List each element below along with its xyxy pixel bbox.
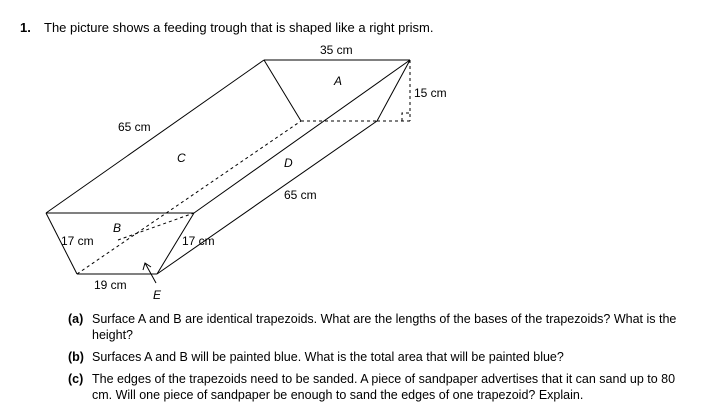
label-bottom-length: 65 cm (284, 188, 317, 202)
label-surface-c: C (177, 151, 186, 165)
label-surface-b: B (113, 221, 122, 235)
part-b (68, 349, 693, 365)
label-bottom-base: 19 cm (94, 278, 127, 292)
back-left-slant (264, 60, 301, 121)
question-number: 1. (20, 20, 31, 35)
label-left-side: 17 cm (61, 234, 94, 248)
part-c (68, 371, 693, 403)
right-angle-mark (402, 113, 410, 121)
label-top-width: 35 cm (320, 43, 353, 57)
label-surface-d: D (284, 156, 293, 170)
part-a-label: (a) (68, 312, 84, 326)
part-c-label: (c) (68, 372, 84, 386)
question-stem: The picture shows a feeding trough that is shaped like a right prism. (44, 20, 434, 35)
question-parts (68, 311, 693, 409)
label-right-side: 17 cm (182, 234, 215, 248)
top-left-long-edge (46, 60, 264, 213)
part-b-label: (b) (68, 350, 84, 364)
label-height: 15 cm (414, 86, 447, 100)
part-c-text: The edges of the trapezoids need to be sanded. A piece of sandpaper advertises that it can sand up to 80 cm. Will one piece of sandpaper be enough to sand the edges of one trapezoid? Explain. (92, 372, 676, 402)
label-surface-e: E (153, 288, 162, 302)
label-slant-length: 65 cm (118, 120, 151, 134)
label-surface-a: A (334, 74, 343, 88)
part-a (68, 311, 693, 343)
back-right-slant (377, 60, 410, 121)
part-b-text: Surfaces A and B will be painted blue. What is the total area that will be painted blue? (92, 350, 564, 364)
part-a-text: Surface A and B are identical trapezoids. What are the lengths of the bases of the trapezoids? What is the height? (92, 312, 677, 342)
pointer-arrow-e (145, 263, 156, 283)
